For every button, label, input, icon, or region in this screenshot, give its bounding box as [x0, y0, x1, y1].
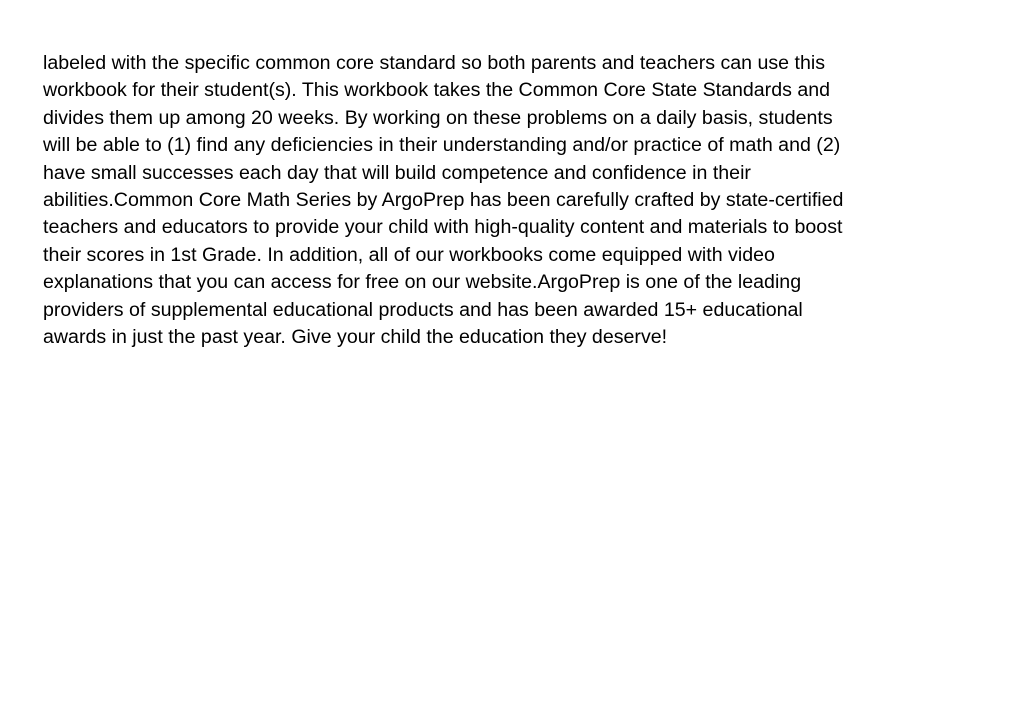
- text-line: workbook for their student(s). This workbook takes the Common Core State Standards and: [43, 79, 831, 102]
- text-line: divides them up among 20 weeks. By working on these problems on a daily basis, students: [43, 106, 833, 129]
- text-line: providers of supplemental educational products and has been awarded 15+ educational: [43, 298, 803, 321]
- text-line: explanations that you can access for free on our website.ArgoPrep is one of the leading: [43, 271, 802, 294]
- text-line: have small successes each day that will build competence and confidence in their: [43, 161, 751, 184]
- body-paragraph: [43, 50, 988, 351]
- text-line: labeled with the specific common core standard so both parents and teachers can use this: [43, 52, 826, 74]
- text-line: awards in just the past year. Give your child the education they deserve!: [43, 326, 668, 349]
- text-line: their scores in 1st Grade. In addition, all of our workbooks come equipped with video: [43, 243, 775, 266]
- text-line: teachers and educators to provide your child with high-quality content and materials to boost: [43, 216, 843, 239]
- text-line: abilities.Common Core Math Series by ArgoPrep has been carefully crafted by state-certified: [43, 189, 844, 212]
- text-line: will be able to (1) find any deficiencies in their understanding and/or practice of math and (2): [43, 134, 841, 157]
